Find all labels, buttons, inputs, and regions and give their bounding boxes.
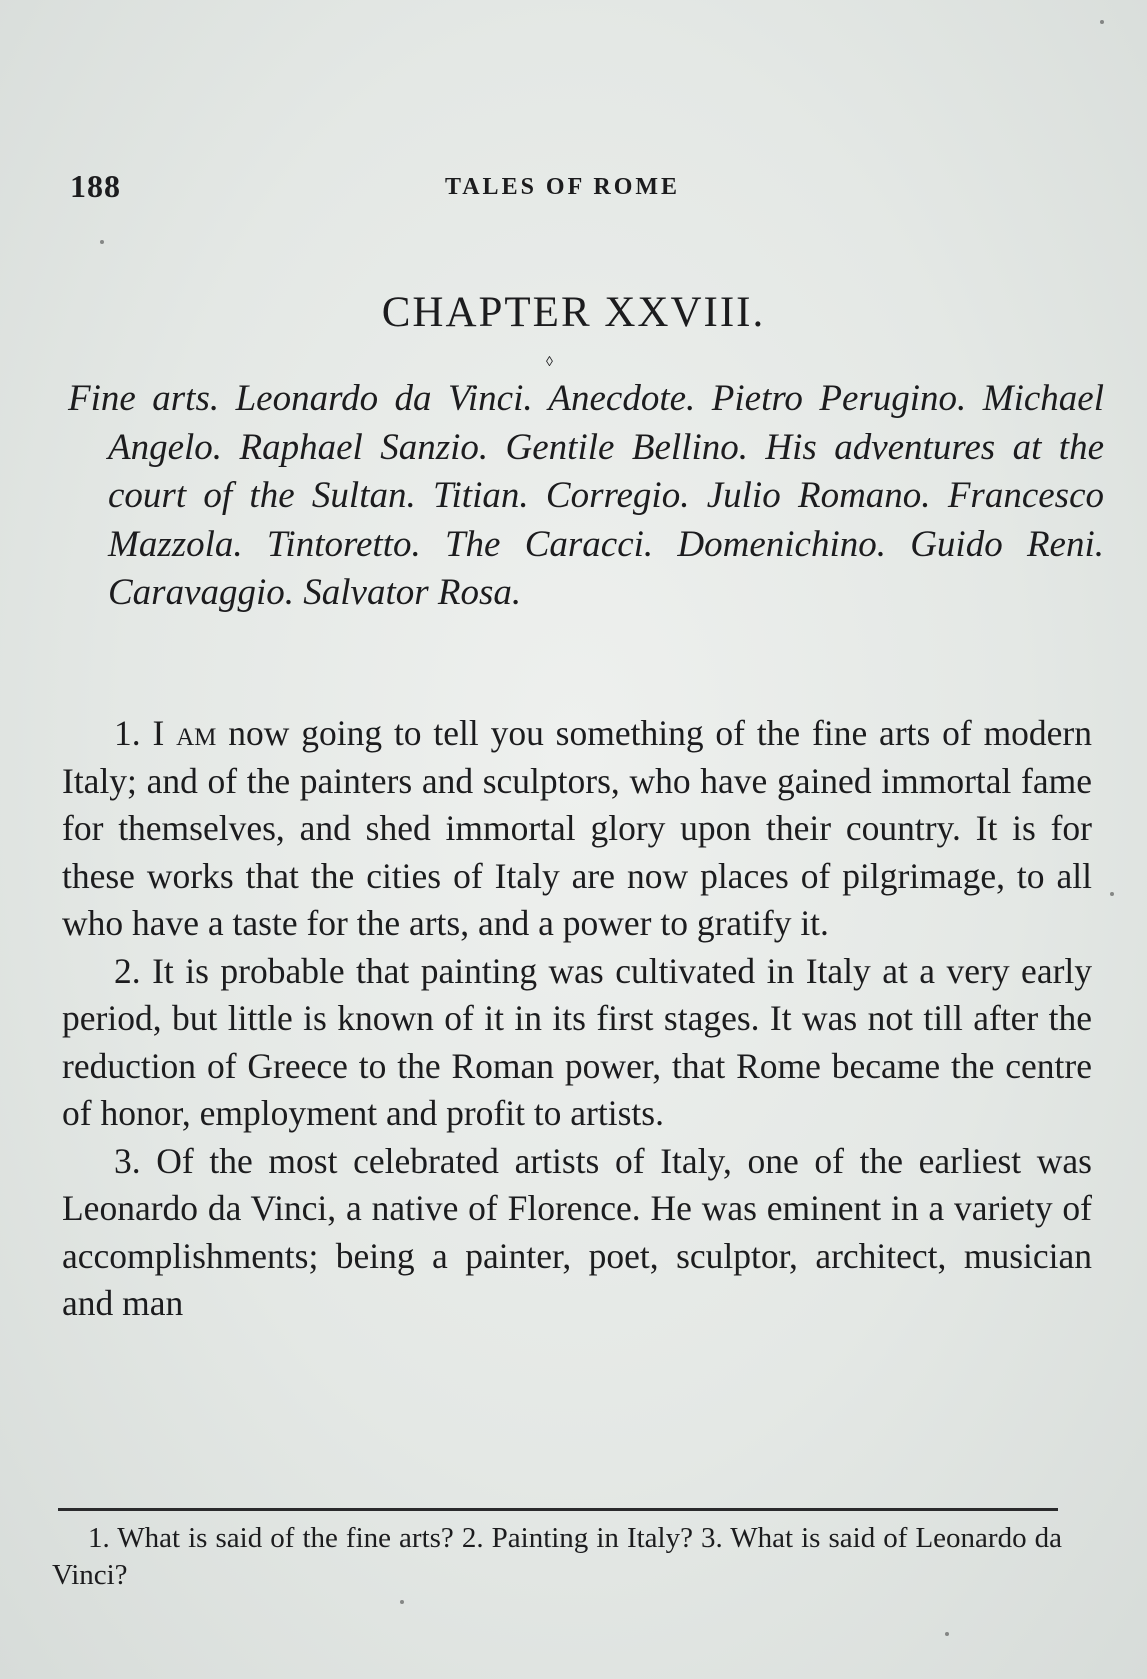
paragraph-number: 2.: [114, 950, 141, 991]
paragraph-number: 1.: [114, 713, 141, 753]
paragraph-lead: I am: [152, 713, 217, 753]
paper-speck: [945, 1632, 949, 1636]
paper-speck: [100, 240, 104, 244]
running-head: [70, 168, 1070, 208]
ornament-icon: ◊: [546, 355, 553, 370]
paragraph-number: 3.: [114, 1140, 141, 1181]
paragraph-3: [62, 1138, 1092, 1328]
footnote: [52, 1520, 1062, 1594]
paragraph-text: It is probable that painting was cultivated in Italy at a very early period, but little is known of it in its first stages. It was not till after the reduction of Greece to the Roman power, that Rome became the centre of honor, employment and profit to artists.: [62, 950, 1093, 1133]
page-number: 188: [70, 168, 121, 204]
body-text: [62, 710, 1092, 1328]
paragraph-text: Of the most celebrated artists of Italy, one of the earliest was Leonardo da Vinci, a native of Florence. He was eminent in a variety of accomplishments; being a painter, poet, sculptor, architect, musician and man: [62, 1140, 1092, 1323]
footnote-rule: [58, 1508, 1058, 1511]
paragraph-text: now going to tell you something of the fine arts of modern Italy; and of the painters and sculptors, who have gained immortal fame for themselves, and shed immortal glory upon their country. It is for these works that the cities of Italy are now places of pilgrimage, to all who have a taste for the arts, and a power to gratify it.: [62, 713, 1093, 943]
paper-speck: [400, 1600, 404, 1604]
chapter-synopsis: Fine arts. Leonardo da Vinci. Anecdote. Pietro Perugino. Michael Angelo. Raphael Sanzio. Gentile Bellino. His adventures at the court of the Sultan. Titian. Corregio. Julio Romano. Francesco Mazzola. Tintoretto. The Caracci. Domenichino. Guido Reni. Caravaggio. Salvator Rosa.: [68, 378, 1104, 613]
running-title: TALES OF ROME: [445, 174, 681, 200]
paragraph-1: [62, 710, 1092, 948]
paragraph-2: [62, 948, 1092, 1138]
paper-speck: [1100, 20, 1104, 24]
footnote-text: 1. What is said of the fine arts? 2. Painting in Italy? 3. What is said of Leonardo da Vinci?: [52, 1522, 1062, 1591]
paper-speck: [1110, 892, 1114, 896]
chapter-title: CHAPTER XXVIII.: [381, 289, 766, 336]
